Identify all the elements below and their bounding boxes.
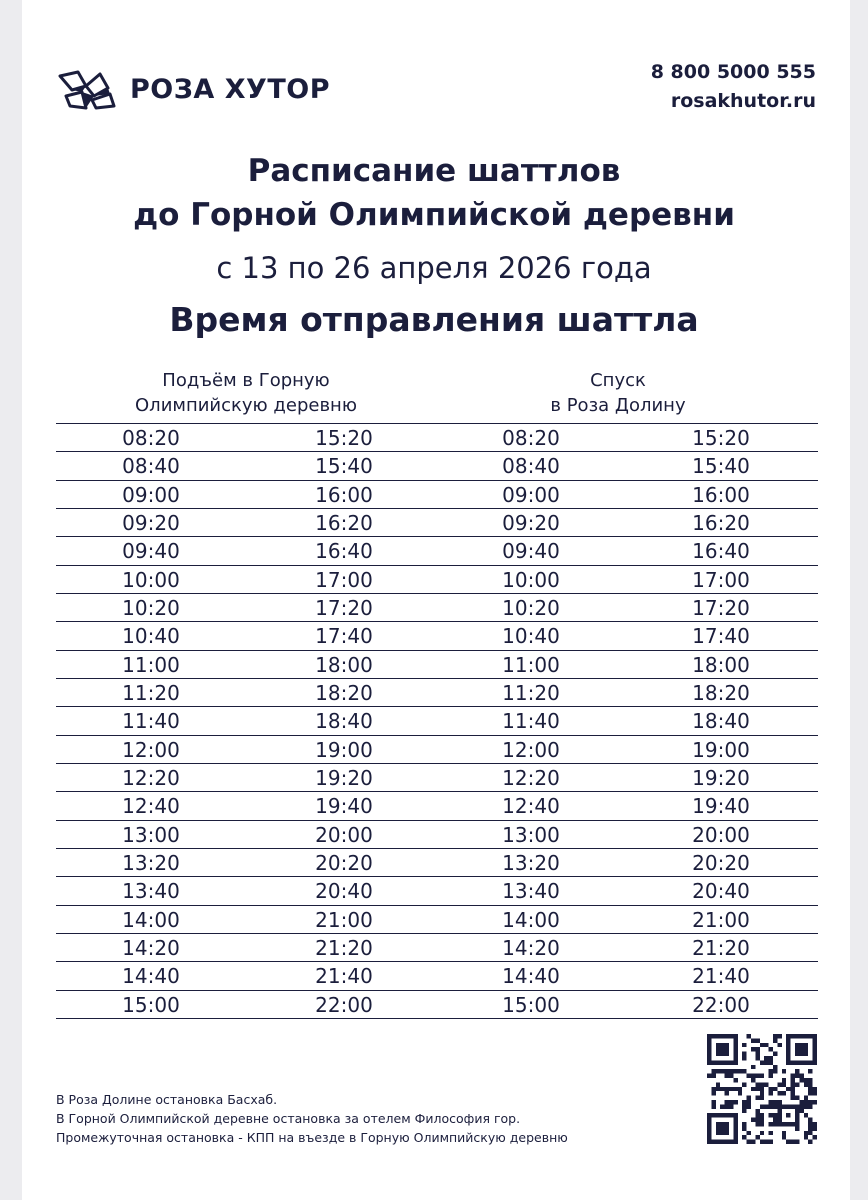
ascent-time: 15:20 — [315, 426, 373, 450]
descent-time: 14:40 — [502, 964, 560, 989]
descent-time: 13:40 — [502, 879, 560, 904]
ascent-time: 20:00 — [315, 822, 373, 847]
table-row — [56, 905, 818, 933]
ascent-time: 19:20 — [315, 765, 373, 790]
ascent-time: 15:40 — [315, 454, 373, 479]
table-row — [56, 961, 818, 989]
ascent-time: 10:40 — [122, 624, 180, 649]
ascent-time: 10:20 — [122, 595, 180, 620]
descent-time: 20:40 — [692, 879, 750, 904]
descent-time: 10:00 — [502, 567, 560, 592]
descent-time: 16:40 — [692, 539, 750, 564]
descent-time: 22:00 — [692, 992, 750, 1017]
ascent-time: 21:00 — [315, 907, 373, 932]
column-header-descent — [468, 368, 768, 418]
ascent-time: 12:00 — [122, 737, 180, 762]
ascent-time: 15:00 — [122, 992, 180, 1017]
descent-time: 20:00 — [692, 822, 750, 847]
table-row — [56, 791, 818, 819]
descent-time: 18:40 — [692, 709, 750, 734]
ascent-time: 12:20 — [122, 765, 180, 790]
table-row — [56, 593, 818, 621]
descent-time: 21:40 — [692, 964, 750, 989]
column-header-ascent-line-2: Олимпийскую деревню — [135, 395, 357, 416]
table-row — [56, 735, 818, 763]
ascent-time: 14:00 — [122, 907, 180, 932]
table-row — [56, 565, 818, 593]
schedule-table — [56, 423, 818, 1019]
descent-time: 18:00 — [692, 652, 750, 677]
table-row — [56, 536, 818, 564]
ascent-time: 11:20 — [122, 680, 180, 705]
descent-time: 19:00 — [692, 737, 750, 762]
ascent-time: 13:40 — [122, 879, 180, 904]
schedule-subtitle: Время отправления шаттла — [169, 300, 699, 339]
descent-time: 12:20 — [502, 765, 560, 790]
column-header-descent-line-2: в Роза Долину — [550, 395, 686, 416]
ascent-time: 11:00 — [122, 652, 180, 677]
ascent-time: 21:20 — [315, 935, 373, 960]
qr-code-icon[interactable] — [707, 1034, 817, 1144]
descent-time: 21:00 — [692, 907, 750, 932]
table-row — [56, 678, 818, 706]
ascent-time: 16:00 — [315, 482, 373, 507]
descent-time: 16:00 — [692, 482, 750, 507]
descent-time: 17:00 — [692, 567, 750, 592]
ascent-time: 09:00 — [122, 482, 180, 507]
descent-time: 17:20 — [692, 595, 750, 620]
ascent-time: 09:20 — [122, 510, 180, 535]
descent-time: 15:40 — [692, 454, 750, 479]
note-intermediate-stop: Промежуточная остановка - КПП на въезде в Горную Олимпийскую деревню — [56, 1130, 568, 1145]
ascent-time: 16:20 — [315, 510, 373, 535]
ascent-time: 19:00 — [315, 737, 373, 762]
ascent-time: 22:00 — [315, 992, 373, 1017]
ascent-time: 21:40 — [315, 964, 373, 989]
descent-time: 09:20 — [502, 510, 560, 535]
column-header-ascent — [80, 368, 412, 418]
table-row — [56, 508, 818, 536]
table-row — [56, 820, 818, 848]
descent-time: 21:20 — [692, 935, 750, 960]
page-title-line-1: Расписание шаттлов — [247, 153, 621, 189]
table-row — [56, 848, 818, 876]
brand-logo — [56, 66, 330, 112]
descent-time: 16:20 — [692, 510, 750, 535]
descent-time: 18:20 — [692, 680, 750, 705]
ascent-time: 12:40 — [122, 794, 180, 819]
descent-time: 09:00 — [502, 482, 560, 507]
table-row — [56, 480, 818, 508]
ascent-time: 10:00 — [122, 567, 180, 592]
phone-number[interactable]: 8 800 5000 555 — [650, 61, 816, 83]
ascent-time: 20:20 — [315, 850, 373, 875]
ascent-time: 14:20 — [122, 935, 180, 960]
ascent-time: 13:00 — [122, 822, 180, 847]
ascent-time: 18:20 — [315, 680, 373, 705]
ascent-time: 18:00 — [315, 652, 373, 677]
column-header-ascent-line-1: Подъём в Горную — [162, 370, 330, 391]
ascent-time: 18:40 — [315, 709, 373, 734]
page-title-line-2: до Горной Олимпийской деревни — [133, 197, 735, 233]
table-row — [56, 423, 818, 451]
note-mountain-village: В Горной Олимпийской деревне остановка за отелем Философия гор. — [56, 1111, 521, 1126]
ascent-time: 11:40 — [122, 709, 180, 734]
descent-time: 14:20 — [502, 935, 560, 960]
rosa-khutor-logo-icon — [56, 66, 122, 112]
descent-time: 12:00 — [502, 737, 560, 762]
ascent-time: 20:40 — [315, 879, 373, 904]
brand-name: РОЗА ХУТОР — [130, 73, 331, 105]
contacts — [651, 58, 816, 116]
stop-notes — [56, 1090, 568, 1147]
ascent-time: 16:40 — [315, 539, 373, 564]
table-row — [56, 621, 818, 649]
descent-time: 19:40 — [692, 794, 750, 819]
descent-time: 12:40 — [502, 794, 560, 819]
descent-time: 13:00 — [502, 822, 560, 847]
website-link[interactable]: rosakhutor.ru — [670, 90, 816, 112]
table-row — [56, 933, 818, 961]
table-row — [56, 451, 818, 479]
ascent-time: 13:20 — [122, 850, 180, 875]
table-row — [56, 990, 818, 1020]
ascent-time: 17:40 — [315, 624, 373, 649]
descent-time: 11:00 — [502, 652, 560, 677]
descent-time: 08:40 — [502, 454, 560, 479]
ascent-time: 17:20 — [315, 595, 373, 620]
ascent-time: 08:20 — [122, 426, 180, 450]
descent-time: 17:40 — [692, 624, 750, 649]
date-range: с 13 по 26 апреля 2026 года — [216, 251, 652, 285]
column-header-descent-line-1: Спуск — [590, 370, 646, 391]
descent-time: 20:20 — [692, 850, 750, 875]
descent-time: 09:40 — [502, 539, 560, 564]
note-rosa-dolina: В Роза Долине остановка Басхаб. — [56, 1092, 278, 1107]
descent-time: 15:20 — [692, 426, 750, 450]
table-row — [56, 763, 818, 791]
descent-time: 10:20 — [502, 595, 560, 620]
ascent-time: 17:00 — [315, 567, 373, 592]
descent-time: 11:20 — [502, 680, 560, 705]
descent-time: 08:20 — [502, 426, 560, 450]
descent-time: 10:40 — [502, 624, 560, 649]
ascent-time: 14:40 — [122, 964, 180, 989]
descent-time: 19:20 — [692, 765, 750, 790]
descent-time: 11:40 — [502, 709, 560, 734]
descent-time: 15:00 — [502, 992, 560, 1017]
table-row — [56, 706, 818, 734]
ascent-time: 08:40 — [122, 454, 180, 479]
table-row — [56, 876, 818, 904]
table-row — [56, 650, 818, 678]
descent-time: 13:20 — [502, 850, 560, 875]
descent-time: 14:00 — [502, 907, 560, 932]
ascent-time: 09:40 — [122, 539, 180, 564]
ascent-time: 19:40 — [315, 794, 373, 819]
